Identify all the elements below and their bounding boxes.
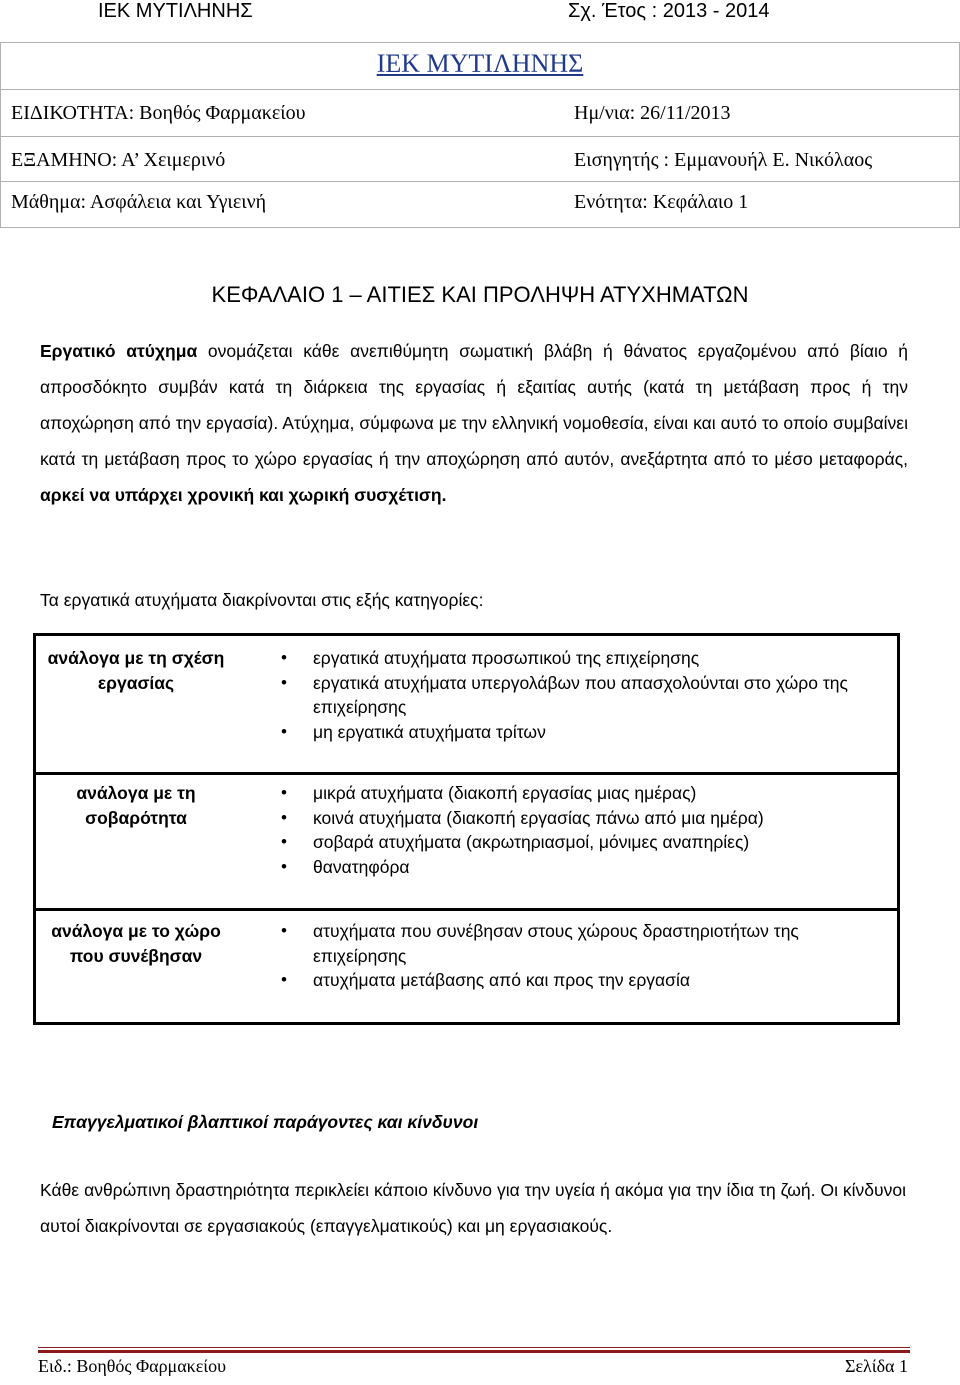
category-row [36, 636, 897, 772]
category-heading: ανάλογα με τη σχέση εργασίας [47, 648, 225, 693]
footer-rule [38, 1350, 910, 1353]
list-item: • θανατηφόρα [281, 855, 891, 880]
list-item: • εργατικά ατυχήματα υπεργολάβων που απασχολούνται στο χώρο της επιχείρησης [281, 671, 891, 720]
info-divider [1, 136, 959, 137]
list-item: • μη εργατικά ατυχήματα τρίτων [281, 720, 891, 745]
info-date: Ημ/νια: 26/11/2013 [574, 102, 731, 124]
category-items [281, 781, 891, 879]
definition-term: Εργατικό ατύχημα [40, 341, 198, 361]
info-divider [1, 89, 959, 90]
categories-table [33, 633, 900, 1025]
page-number: Σελίδα 1 [844, 1356, 908, 1376]
chapter-title: ΚΕΦΑΛΑΙΟ 1 – ΑΙΤΙΕΣ ΚΑΙ ΠΡΟΛΗΨΗ ΑΤΥΧΗΜΑΤΩΝ [211, 282, 749, 307]
section-subheading: Επαγγελματικοί βλαπτικοί παράγοντες και κίνδυνοι [52, 1112, 479, 1132]
list-item: • ατυχήματα που συνέβησαν στους χώρους δραστηριοτήτων της επιχείρησης [281, 919, 891, 968]
category-items [281, 646, 891, 744]
hazards-paragraph: Κάθε ανθρώπινη δραστηριότητα περικλείει κάποιο κίνδυνο για την υγεία ή ακόμα για την ίδια τη ζωή. Οι κίνδυνοι αυτοί διακρίνονται σε εργασιακούς (επαγγελματικούς) και μη εργασιακούς. [40, 1180, 906, 1236]
list-item: • σοβαρά ατυχήματα (ακρωτηριασμοί, μόνιμες αναπηρίες) [281, 830, 891, 855]
list-item: • μικρά ατυχήματα (διακοπή εργασίας μιας ημέρας) [281, 781, 891, 806]
definition-emphasis: αρκεί να υπάρχει χρονική και χωρική συσχέτιση. [40, 485, 447, 505]
definition-text: ονομάζεται κάθε ανεπιθύμητη σωματική βλάβη ή θάνατος εργαζομένου από βίαιο ή απροσδόκητο συμβάν κατά τη διάρκεια της εργασίας ή εξαιτίας αυτής (κατά τη μετάβαση προς ή την αποχώρηση από την εργασία). Ατύχημα, σύμφωνα με την ελληνική νομοθεσία, είναι και αυτό το οποίο συμβαίνει κατά τη μετάβαση προς το χώρο εργασίας ή την αποχώρηση από αυτόν, ανεξάρτητα από το μέσο μεταφοράς, [40, 341, 908, 469]
footer-specialty: Ειδ.: Βοηθός Φαρμακείου [38, 1356, 227, 1376]
category-heading: ανάλογα με το χώρο που συνέβησαν [51, 921, 221, 966]
header-school-year: Σχ. Έτος : 2013 - 2014 [568, 0, 770, 22]
info-specialty: ΕΙΔΙΚΟΤΗΤΑ: Βοηθός Φαρμακείου [11, 102, 306, 124]
info-semester: ΕΞΑΜΗΝΟ: Α’ Χειμερινό [11, 149, 226, 171]
list-item: • κοινά ατυχήματα (διακοπή εργασίας πάνω από μια ημέρα) [281, 806, 891, 831]
category-row [36, 775, 897, 908]
category-row [36, 911, 897, 1022]
list-item: • εργατικά ατυχήματα προσωπικού της επιχείρησης [281, 646, 891, 671]
list-item: • ατυχήματα μετάβασης από και προς την εργασία [281, 968, 891, 993]
info-unit: Ενότητα: Κεφάλαιο 1 [574, 191, 749, 213]
info-title: ΙΕΚ ΜΥΤΙΛΗΝΗΣ [376, 49, 584, 78]
category-items [281, 919, 891, 993]
category-heading: ανάλογα με τη σοβαρότητα [76, 783, 196, 828]
definition-paragraph [40, 333, 908, 513]
info-instructor: Εισηγητής : Εμμανουήλ Ε. Νικόλαος [574, 149, 873, 171]
info-divider [1, 181, 959, 182]
page-header [0, 0, 960, 26]
header-school: ΙΕΚ ΜΥΤΙΛΗΝΗΣ [98, 0, 253, 22]
info-course: Μάθημα: Ασφάλεια και Υγιεινή [11, 191, 267, 213]
categories-intro: Τα εργατικά ατυχήματα διακρίνονται στις εξής κατηγορίες: [40, 590, 484, 610]
course-info-box [0, 42, 960, 228]
footer-rule [38, 1347, 910, 1348]
